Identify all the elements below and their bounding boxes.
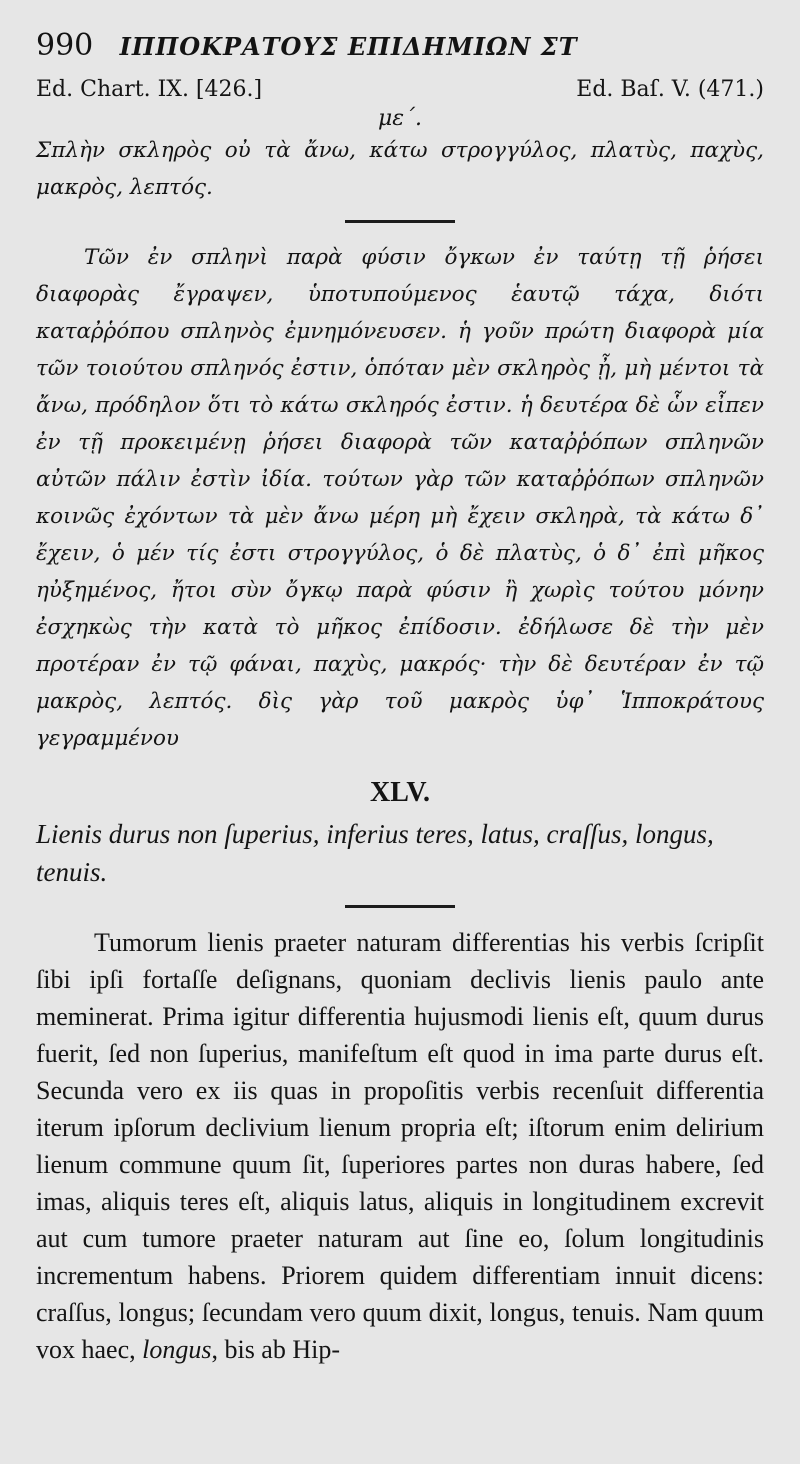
running-title: ΙΠΠΟΚΡΑΤΟΥΣ ΕΠΙΔΗΜΙΩΝ ΣΤ [119,32,578,61]
latin-lemma: Lienis durus non ſuperius, inferius teres, latus, craſſus, longus, tenuis. [36,819,714,887]
divider-rule [345,905,455,908]
latin-body-tail: , bis ab Hip- [211,1335,341,1364]
edition-references [36,72,764,106]
page-header [36,28,764,72]
greek-lemma: Σπλὴν σκληρὸς οὐ τὰ ἄνω, κάτω στρογγύλος, πλατὺς, παχὺς, μακρὸς, λεπτός. [36,138,764,200]
greek-commentary: Τῶν ἐν σπληνὶ παρὰ φύσιν ὄγκων ἐν ταύτῃ τῇ ῥήσει διαφορὰς ἔγραψεν, ὑποτυπούμενος ἑαυτῷ τάχα, διότι καταῤῥόπου σπληνὸς ἐμνημόνευσεν. ἡ γοῦν πρώτη διαφορὰ μία τῶν τοιούτου σπληνός ἐστιν, ὁπόταν μὲν σκληρὸς ᾖ, μὴ μέντοι τὰ ἄνω, πρόδηλον ὅτι τὸ κάτω σκληρός ἐστιν. ἡ δευτέρα δὲ ὧν εἶπεν ἐν τῇ προκειμένῃ ῥήσει διαφορὰ τῶν καταῤῥόπων σπληνῶν αὐτῶν πάλιν ἐστὶν ἰδία. τούτων γὰρ τῶν καταῤῥόπων σπληνῶν κοινῶς ἐχόντων τὰ μὲν ἄνω μέρη μὴ ἔχειν σκληρὰ, τὰ κάτω δ᾽ ἔχειν, ὁ μέν τίς ἐστι στρογγύλος, ὁ δὲ πλατὺς, ὁ δ᾽ ἐπὶ μῆκος ηὐξημένος, ἤτοι σὺν ὄγκῳ παρὰ φύσιν ἢ χωρὶς τούτου μόνην ἐσχηκὼς τὴν κατὰ τὸ μῆκος ἐπίδοσιν. ἐδήλωσε δὲ τὴν μὲν προτέραν ἐν τῷ φάναι, παχὺς, μακρός· τὴν δὲ δευτέραν ἐν τῷ μακρὸς, λεπτός. δὶς γὰρ τοῦ μακρὸς ὑφ᾽ Ἱπποκράτους γεγραμμένου [36,245,764,751]
page-number: 990 [36,28,94,63]
edition-right: Ed. Baſ. V. (471.) [576,76,764,102]
greek-section-number: με΄. [377,106,423,131]
latin-italic-word: longus [142,1335,212,1364]
divider-rule [345,220,455,223]
latin-body-text: Tumorum lienis praeter naturam differentias his verbis ſcripſit ſibi ipſi fortaſſe deſignans, quoniam declivis lienis paulo ante meminerat. Prima igitur differentia hujusmodi lienis eſt, quum durus fuerit, ſed non ſuperius, manifeſtum eſt quod in ima parte durus eſt. Secunda vero ex iis quas in propoſitis verbis recenſuit differentia iterum ipſorum declivium lienum propria eſt; iſtorum enim delirium lienum commune quum ſit, ſuperiores partes non duras habere, ſed imas, aliquis teres eſt, aliquis latus, aliquis in longitudinem excrevit aut cum tumore praeter naturam aut ſine eo, ſolum longitudinis incrementum habens. Priorem quidem differentiam innuit dicens: craſſus, longus; ſecundam vero quum dixit, longus, tenuis. Nam quum vox haec, [36,928,764,1364]
latin-section-number: XLV. [370,777,430,808]
edition-left: Ed. Chart. IX. [426.] [36,76,263,102]
latin-commentary [36,924,764,1368]
